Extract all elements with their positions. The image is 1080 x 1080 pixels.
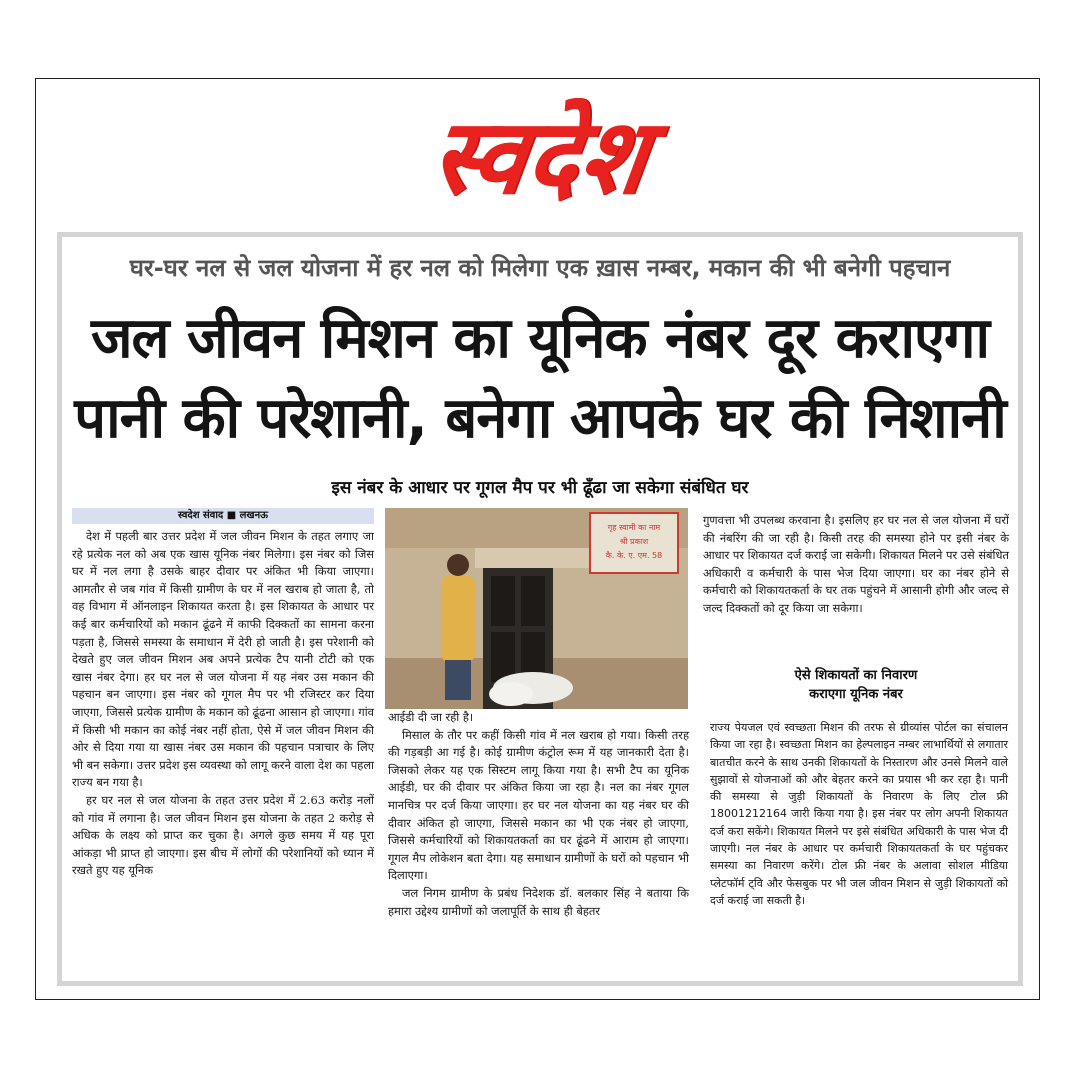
paragraph: जल निगम ग्रामीण के प्रबंध निदेशक डॉ. बलकार सिंह ने बताया कि हमारा उद्देश्य ग्रामीणों को जलापूर्ति के साथ ही बेहतर: [388, 885, 689, 918]
section-body: [710, 719, 1008, 909]
kicker: घर-घर नल से जल योजना में हर नल को मिलेगा एक ख़ास नम्बर, मकान की भी बनेगी पहचान: [129, 254, 951, 282]
byline: स्वदेश संवाद ■ लखनऊ: [72, 508, 374, 524]
paragraph: देश में पहली बार उत्तर प्रदेश में जल जीवन मिशन के तहत लगाए जा रहे प्रत्येक नल को अब एक खास यूनिक नंबर मिलेगा। इस नंबर को जिस घर में नल लगा है उसके बाहर दीवार पर अंकित भी किया जाएगा। आमतौर से जब गांव में किसी ग्रामीण के घर में नल खराब हो जाता है, तो वह विभाग में ऑनलाइन शिकायत करता है। इस शिकायत के आधार पर कई बार कर्मचारियों को मकान ढूंढने में काफी दिक्कतों का सामना करना पड़ता है, जिससे समस्या के समाधान में देरी हो जाती है। इस परेशानी को देखते हुए जल जीवन मिशन अब अपने प्रत्येक टैप यानी टोटी को एक खास नंबर देगा। हर घर नल से जल योजना में यह नंबर उस मकान की पहचान बन जाएगा। इस नंबर को गूगल मैप पर भी रजिस्टर कर दिया जाएगा, जिससे प्रत्येक ग्रामीण के मकान को ढूंढना आसान हो जाएगा। गांव में किसी भी मकान का कोई नंबर नहीं होता, ऐसे में जल जीवन मिशन की ओर से दिया गया या खास नंबर उस मकान की पहचान पत्राचार के लिए भी बन सकेगा। उत्तर प्रदेश इस व्यवस्था को लागू करने वाला देश का पहला राज्य बन गया है।: [72, 529, 374, 790]
sign-line-3: कै. के. ए. एम. 58: [605, 551, 663, 560]
masthead-logo: [0, 96, 1080, 218]
photo-illustration: [385, 508, 688, 709]
sign-line-1: गृह स्वामी का नाम: [607, 523, 661, 532]
sign-line-2: श्री प्रकाश: [619, 537, 649, 546]
section-heading: [703, 666, 1009, 704]
article-column-1: [72, 528, 374, 880]
paragraph: हर घर नल से जल योजना के तहत उत्तर प्रदेश में 2.63 करोड़ नलों को गांव में लगाना है। जल जीवन मिशन इस योजना के तहत 2 करोड़ से अधिक के लक्ष्य को प्राप्त कर चुका है। अगले कुछ समय में यह पूरा आंकड़ा भी प्राप्त हो जाएगा। इस बीच में लोगों की परेशानियों को ध्यान में रखते हुए यह यूनिक: [72, 792, 374, 878]
paragraph: आईडी दी जा रही है।: [388, 710, 474, 724]
article-photo: [385, 508, 688, 709]
subheadline: इस नंबर के आधार पर गूगल मैप पर भी ढूँढा जा सकेगा संबंधित घर: [331, 478, 749, 498]
article-column-2: [388, 709, 689, 920]
headline-line-2: पानी की परेशानी, बनेगा आपके घर की निशानी: [74, 386, 1006, 451]
headline-line-1: जल जीवन मिशन का यूनिक नंबर दूर कराएगा: [90, 306, 990, 371]
paragraph: राज्य पेयजल एवं स्वच्छता मिशन की तरफ से ग्रीव्यांस पोर्टल का संचालन किया जा रहा है। स्वच्छता मिशन का हेल्पलाइन नम्बर लाभार्थियों से लगातार बातचीत करने के साथ उनकी शिकायतों के निस्तारण और उनसे मिलने वाले सुझावों से योजनाओं को और बेहतर करने का प्रयास भी कर रहा है। पानी की समस्या से जुड़ी शिकायतों के निवारण के लिए टोल फ्री 18001212164 जारी किया गया है। इस नंबर पर लोग अपनी शिकायत दर्ज करा सकेंगे। शिकायत मिलने पर इसे संबंधित अधिकारी के पास भेज दी जाएगी। नल नंबर के आधार पर कर्मचारी शिकायतकर्ता के घर पहुंचकर समस्या का निवारण करेंगे। टोल फ्री नंबर के अलावा सोशल मीडिया प्लेटफॉर्म ट्वि और फेसबुक पर भी जल जीवन मिशन से जुड़ी शिकायतों को दर्ज कराई जा सकती है।: [710, 721, 1008, 907]
section-heading-line-1: ऐसे शिकायतों का निवारण: [794, 668, 918, 683]
paragraph: गुणवत्ता भी उपलब्ध करवाना है। इसलिए हर घर नल से जल योजना में घरों की नंबरिंग की जा रही है। किसी तरह की समस्या होने पर इसी नंबर के आधार पर शिकायत दर्ज कराई जा सकेगी। शिकायत मिलने पर उसे संबंधित अधिकारी व कर्मचारी के पास भेज दिया जाएगा। घर का नंबर होने से कर्मचारी को शिकायतकर्ता के घर तक पहुंचने में आसानी होगी और जल्द से जल्द दिक्कतों को दूर किया जा सकेगा।: [703, 513, 1009, 615]
masthead-title: स्वदेश: [424, 96, 657, 218]
section-heading-line-2: कराएगा यूनिक नंबर: [809, 687, 903, 702]
article-column-3: [703, 512, 1009, 618]
paragraph: मिसाल के तौर पर कहीं किसी गांव में नल खराब हो गया। किसी तरह की गड़बड़ी आ गई है। कोई ग्रामीण कंट्रोल रूम में यह जानकारी देता है। जिसको लेकर यह एक सिस्टम लागू किया गया है। सभी टैप का यूनिक आईडी, घर की दीवार पर अंकित किया जा रहा है। नल का नंबर गूगल मानचित्र पर दर्ज किया जाएगा। हर घर नल योजना का यह नंबर घर की दीवार अंकित हो जाएगा, जिससे मकान का भी एक नंबर हो जाएगा, जिससे कर्मचारियों को शिकायतकर्ता का घर ढूंढने में आराम हो जाएगा। गूगल मैप लोकेशन बता देगा। यह समाधान ग्रामीणों के घरों को पहचान भी दिलाएगा।: [388, 727, 689, 883]
